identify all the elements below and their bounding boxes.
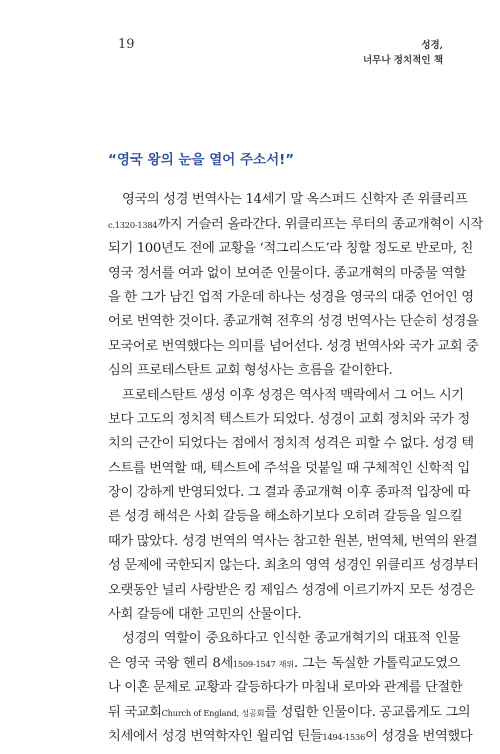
text-line: 치세에서 성경 번역학자인 윌리엄 틴들1494-1536이 성경을 번역했다 (108, 728, 473, 744)
text-line: c.1320-1384까지 거슬러 올라간다. 위클리프는 루터의 종교개혁이 시작 (108, 216, 483, 232)
text-line: 영국 정서를 여과 없이 보여준 인물이다. 종교개혁의 마중물 역할 (108, 265, 467, 281)
text-line: 심의 프로테스탄트 교회 형성사는 흐름을 같이한다. (108, 363, 393, 379)
text-line: 은 영국 국왕 헨리 8세1509-1547 재위. 그는 독실한 가톨릭교도였으 (108, 655, 460, 671)
running-head-line-1: 성경, (421, 40, 443, 51)
text-line: 성경의 역할이 중요하다고 인식한 종교개혁기의 대표적 인물 (122, 631, 460, 647)
text-line: 나 이혼 문제로 교황과 갈등하다가 마침내 로마와 관계를 단절한 (108, 680, 463, 696)
text-line: 보다 고도의 정치적 텍스트가 되었다. 성경이 교회 정치와 국가 정 (108, 411, 470, 427)
text-line: 프로테스탄트 생성 이후 성경은 역사적 맥락에서 그 어느 시기 (122, 387, 464, 403)
text-line: 장이 강하게 반영되었다. 그 결과 종교개혁 이후 종파적 입장에 따 (108, 485, 470, 501)
text-line: 되기 100년도 전에 교황을 ‘적그리스도’라 칭할 정도로 반로마, 친 (108, 241, 473, 257)
text-line: 어로 번역한 것이다. 종교개혁 전후의 성경 번역사는 단순히 성경을 (108, 314, 479, 330)
text-line: 모국어로 번역했다는 의미를 넘어선다. 성경 번역사와 국가 교회 중 (108, 338, 479, 354)
reign-note: 1509-1547 재위 (232, 658, 294, 669)
running-head-line-2: 너무나 정치적인 책 (362, 55, 443, 66)
church-note: Church of England, 성공회 (161, 707, 265, 718)
section-heading: “영국 왕의 눈을 열어 주소서!” (108, 152, 295, 168)
running-head (363, 38, 443, 68)
text-line: 을 한 그가 남긴 업적 가운데 하나는 성경을 영국의 대중 언어인 영 (108, 289, 474, 305)
text-line: 뒤 국교회Church of England, 성공회를 성립한 인물이다. 공교롭게도 그의 (108, 704, 471, 720)
text-line: 른 성경 해석은 사회 갈등을 해소하기보다 오히려 갈등을 일으킬 (108, 509, 463, 525)
text-line (108, 164, 460, 188)
text-line: 성 문제에 국한되지 않는다. 최초의 영역 성경인 위클리프 성경부터 (108, 558, 479, 574)
text-line: 사회 갈등에 대한 고민의 산물이다. (108, 607, 302, 623)
lifespan-note: 1494-1536 (322, 731, 366, 742)
body-text (108, 164, 483, 749)
text-line: 때가 많았다. 성경 번역의 역사는 참고한 원본, 번역체, 번역의 완결 (108, 533, 478, 549)
lifespan-note: c.1320-1384 (108, 219, 158, 230)
text-line: 치의 근간이 되었다는 점에서 정치적 성격은 피할 수 없다. 성경 텍 (108, 436, 474, 452)
text-line: 영국의 성경 번역사는 14세기 말 옥스퍼드 신학자 존 위클리프 (122, 192, 468, 208)
text-line: 오랫동안 널리 사랑받은 킹 제임스 성경에 이르기까지 모든 성경은 (108, 582, 475, 598)
text-line: 스트를 번역할 때, 텍스트에 주석을 덧붙일 때 구체적인 신학적 입 (108, 460, 470, 476)
page-number: 19 (118, 37, 135, 52)
